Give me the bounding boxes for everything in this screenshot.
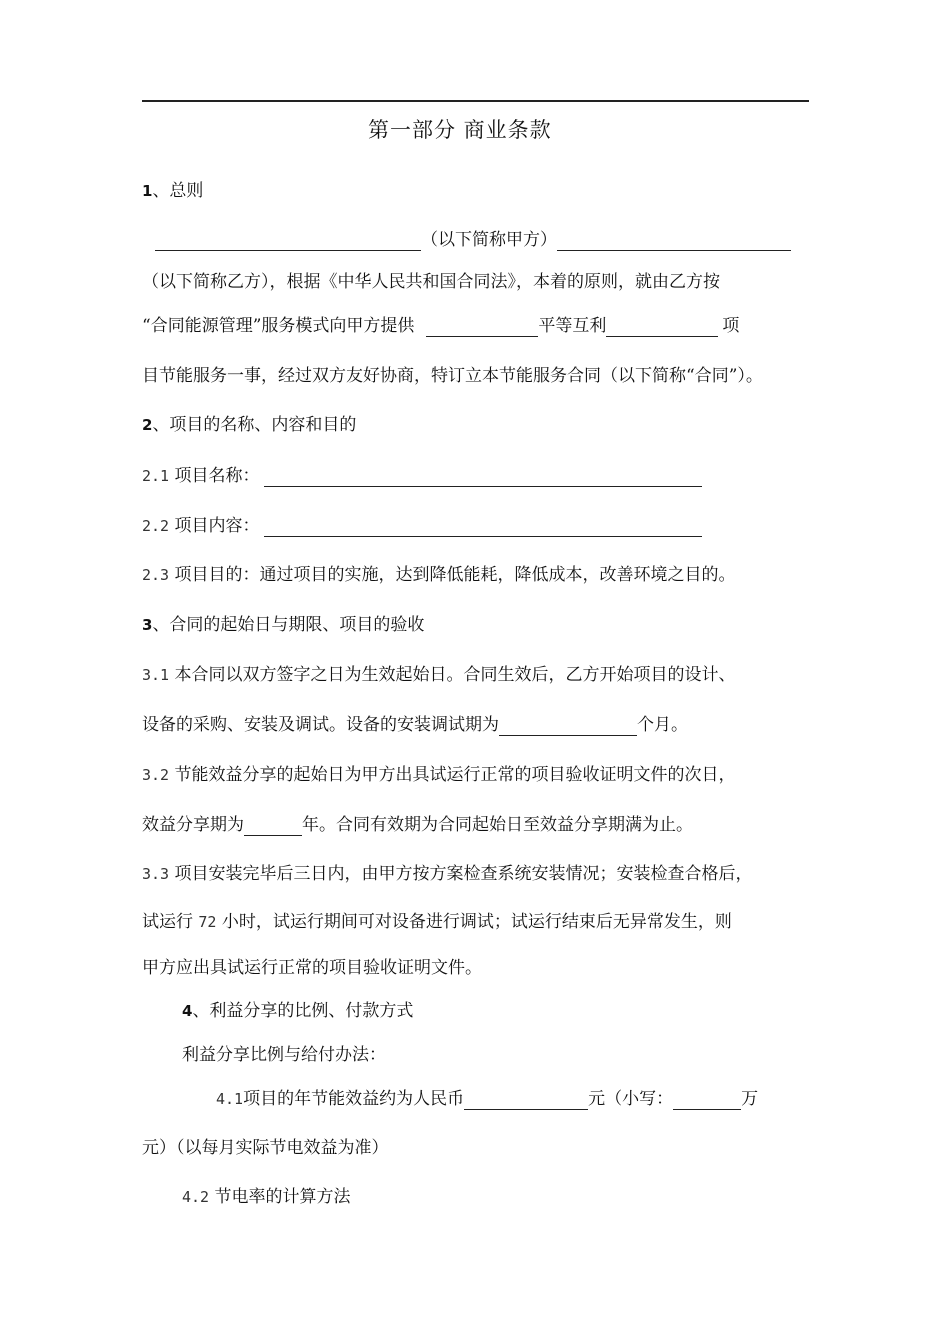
service-blank[interactable] — [426, 318, 538, 337]
paragraph-line — [142, 315, 739, 337]
item-2-1 — [142, 465, 702, 487]
item-number: 2.1 — [142, 467, 170, 485]
text-segment: 年。合同有效期为合同起始日至效益分享期满为止。 — [302, 815, 693, 835]
item-label: 项目内容： — [174, 516, 260, 536]
text-segment: 项 — [722, 316, 740, 336]
section-1-heading — [142, 180, 203, 202]
text-segment: 元（小写： — [588, 1089, 674, 1109]
header-rule — [142, 100, 809, 102]
paragraph-line: 目节能服务一事，经过双方友好协商，特订立本节能服务合同（以下简称“合同”）。 — [142, 366, 763, 386]
text-segment: “合同能源管理”服务模式向甲方提供 — [142, 316, 415, 336]
party-line — [155, 229, 791, 251]
annual-benefit-blank[interactable] — [464, 1091, 588, 1110]
text-segment: 设备的采购、安装及调试。设备的安装调试期为 — [142, 715, 499, 735]
section-heading-text: 、项目的名称、内容和目的 — [152, 415, 357, 435]
section-heading-text: 、合同的起始日与期限、项目的验收 — [152, 615, 425, 635]
item-4-2 — [182, 1186, 351, 1208]
section-3-heading — [142, 614, 424, 636]
section-4-intro: 利益分享比例与给付办法： — [182, 1045, 386, 1065]
item-3-1 — [142, 664, 736, 686]
text-segment: 万 — [741, 1089, 759, 1109]
sharing-period-blank[interactable] — [244, 817, 302, 836]
item-3-3 — [142, 863, 753, 885]
party-b-blank[interactable] — [557, 232, 791, 251]
project-content-blank[interactable] — [264, 518, 702, 537]
item-text: 项目的年节能效益约为人民币 — [243, 1089, 465, 1109]
paragraph-line: （以下简称乙方），根据《中华人民共和国合同法》，本着的原则，就由乙方按 — [142, 272, 720, 292]
item-number: 2.3 — [142, 566, 170, 584]
page-title: 第一部分 商业条款 — [368, 118, 552, 142]
section-number: 4 — [182, 1002, 193, 1020]
item-text: 节电率的计算方法 — [214, 1187, 351, 1207]
text-segment: 个月。 — [637, 715, 688, 735]
section-number: 1 — [142, 182, 153, 200]
section-heading-text: 、利益分享的比例、付款方式 — [192, 1001, 414, 1021]
item-text: 项目目的：通过项目的实施，达到降低能耗，降低成本，改善环境之目的。 — [174, 565, 736, 585]
section-4-heading — [182, 1000, 413, 1022]
item-4-1 — [216, 1088, 758, 1110]
item-2-2 — [142, 515, 702, 537]
item-text: 节能效益分享的起始日为甲方出具试运行正常的项目验收证明文件的次日， — [174, 765, 736, 785]
text-segment: 小时，试运行期间可对设备进行调试；试运行结束后无异常发生，则 — [221, 912, 732, 932]
install-period-blank[interactable] — [499, 717, 637, 736]
project-blank[interactable] — [606, 318, 718, 337]
hours-value: 72 — [198, 913, 217, 931]
item-label: 项目名称： — [174, 466, 260, 486]
item-text: 项目安装完毕后三日内，由甲方按方案检查系统安装情况；安装检查合格后， — [174, 864, 753, 884]
item-3-2 — [142, 764, 736, 786]
section-heading-text: 、总则 — [152, 181, 204, 201]
item-number: 3.1 — [142, 666, 170, 684]
item-text: 本合同以双方签字之日为生效起始日。合同生效后，乙方开始项目的设计、 — [174, 665, 736, 685]
section-number: 2 — [142, 416, 153, 434]
item-number: 3.2 — [142, 766, 170, 784]
amount-lowercase-blank[interactable] — [673, 1091, 741, 1110]
paragraph-line: 元）（以每月实际节电效益为准） — [142, 1138, 389, 1158]
item-number: 4.2 — [182, 1188, 210, 1206]
party-a-label: （以下简称甲方） — [421, 230, 557, 250]
text-segment: 效益分享期为 — [142, 815, 244, 835]
paragraph-line: 甲方应出具试运行正常的项目验收证明文件。 — [142, 958, 482, 978]
section-number: 3 — [142, 616, 153, 634]
section-2-heading — [142, 414, 356, 436]
paragraph-line — [142, 714, 688, 736]
project-name-blank[interactable] — [264, 468, 702, 487]
item-number: 4.1 — [216, 1090, 244, 1108]
text-segment: 平等互利 — [538, 316, 607, 336]
item-number: 3.3 — [142, 865, 170, 883]
paragraph-line — [142, 911, 732, 933]
text-segment: 试运行 — [142, 912, 193, 932]
paragraph-line — [142, 814, 693, 836]
item-2-3 — [142, 564, 736, 586]
item-number: 2.2 — [142, 517, 170, 535]
party-a-blank[interactable] — [155, 232, 421, 251]
